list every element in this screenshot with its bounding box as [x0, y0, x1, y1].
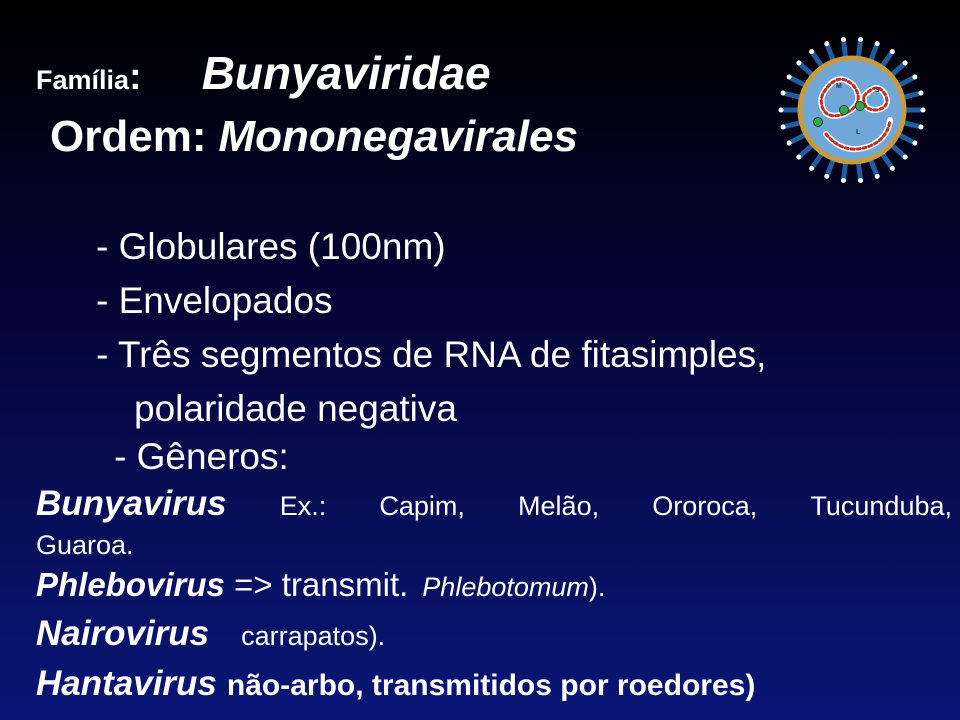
genus-nairovirus-name: Nairovirus	[36, 614, 210, 653]
virion-spike	[790, 134, 806, 142]
virion-spike-cap	[875, 41, 880, 46]
virion-spike	[790, 77, 806, 85]
virion-spike	[870, 45, 876, 62]
virion-spike-cap	[918, 124, 923, 129]
virion-spike	[827, 159, 833, 176]
bullet-rna-segments: - Três segmentos de RNA de fitasimples,	[96, 334, 767, 375]
virion-spike	[882, 153, 892, 168]
virion-spike	[891, 64, 904, 76]
virion-spike-cap	[809, 49, 814, 54]
virion-spike	[812, 153, 822, 168]
virion-spike-cap	[921, 108, 926, 113]
bullet-genera: - Gêneros:	[114, 436, 289, 477]
virion-spike-cap	[796, 155, 801, 160]
virion-spike	[898, 77, 914, 85]
genus-phlebovirus-line	[36, 566, 605, 604]
family-line	[36, 46, 491, 100]
virion-spike-cap	[903, 155, 908, 160]
virion-spike-cap	[796, 60, 801, 65]
genus-bunyavirus-ex: Ex.:	[279, 491, 327, 521]
virion-spike-cap	[841, 178, 846, 183]
genus-nairovirus-vector: carrapatos).	[241, 621, 386, 651]
virion-spike-cap	[875, 174, 880, 179]
virion-spike-cap	[903, 60, 908, 65]
virion-spike	[784, 122, 801, 126]
virion-label-s: S	[875, 87, 880, 94]
family-colon: :	[129, 56, 142, 98]
order-value: Mononegavirales	[218, 112, 578, 161]
virion-spike	[784, 93, 801, 97]
order-label: Ordem:	[50, 112, 207, 161]
virion-spike-cap	[824, 41, 829, 46]
virion-spike	[882, 52, 892, 67]
virion-spike	[870, 159, 876, 176]
virion-spike-cap	[787, 140, 792, 145]
virion-spike-cap	[912, 140, 917, 145]
virion-spike	[891, 144, 904, 156]
genus-phlebovirus-arrow: => transmit.	[224, 566, 409, 603]
genus-hantavirus-line	[36, 664, 755, 704]
genus-bunyavirus-cont: Guaroa.	[36, 530, 134, 560]
bunyavirus-virion-icon	[772, 30, 932, 190]
virion-spike	[902, 93, 919, 97]
genus-bunyavirus-item: Melão,	[518, 491, 600, 521]
genus-phlebovirus-tail: ).	[588, 572, 606, 602]
virion-spike	[844, 162, 846, 180]
virion-spike-cap	[809, 166, 814, 171]
bullet-enveloped: - Envelopados	[96, 280, 333, 321]
virion-spike-cap	[890, 166, 895, 171]
virion-spike	[812, 52, 822, 67]
genus-phlebovirus-vector: Phlebotomum	[422, 572, 589, 602]
genus-nairovirus-line	[36, 614, 385, 654]
genus-phlebovirus-name: Phlebovirus	[36, 566, 225, 603]
bullet-rna-polarity: polaridade negativa	[134, 388, 457, 429]
bullet-globular: - Globulares (100nm)	[96, 226, 446, 267]
genus-bunyavirus-item: Capim,	[379, 491, 465, 521]
virion-label-l: L	[856, 129, 861, 136]
virion-spike	[827, 45, 833, 62]
family-value: Bunyaviridae	[201, 47, 491, 99]
genus-bunyavirus-item: Ororoca,	[652, 491, 758, 521]
virion-spike-cap	[781, 124, 786, 129]
genus-bunyavirus-item: Tucunduba,	[810, 491, 952, 521]
genus-bunyavirus-line	[36, 484, 952, 524]
virion-spike	[800, 144, 813, 156]
family-label: Família	[36, 65, 130, 95]
virion-spike-cap	[781, 91, 786, 96]
order-line	[50, 112, 578, 162]
genus-bunyavirus-name: Bunyavirus	[36, 484, 227, 523]
virion-label-m: M	[836, 83, 842, 90]
virion-spike-cap	[912, 75, 917, 80]
genus-hantavirus-desc: não-arbo, transmitidos por roedores)	[226, 669, 756, 702]
virion-spike	[844, 41, 846, 59]
virion-spike-cap	[858, 178, 863, 183]
virion-spike-cap	[824, 174, 829, 179]
virion-spike	[902, 122, 919, 126]
virion-spike-cap	[890, 49, 895, 54]
virion-spike	[858, 162, 860, 180]
virion-spike-cap	[918, 91, 923, 96]
virion-spike	[800, 64, 813, 76]
virion-spike-cap	[787, 75, 792, 80]
virion-spike-cap	[858, 37, 863, 42]
virion-spike-cap	[779, 108, 784, 113]
virion-spike	[858, 41, 860, 59]
virion-spike-cap	[841, 37, 846, 42]
genus-hantavirus-name: Hantavirus	[36, 664, 217, 703]
virion-spike	[898, 134, 914, 142]
